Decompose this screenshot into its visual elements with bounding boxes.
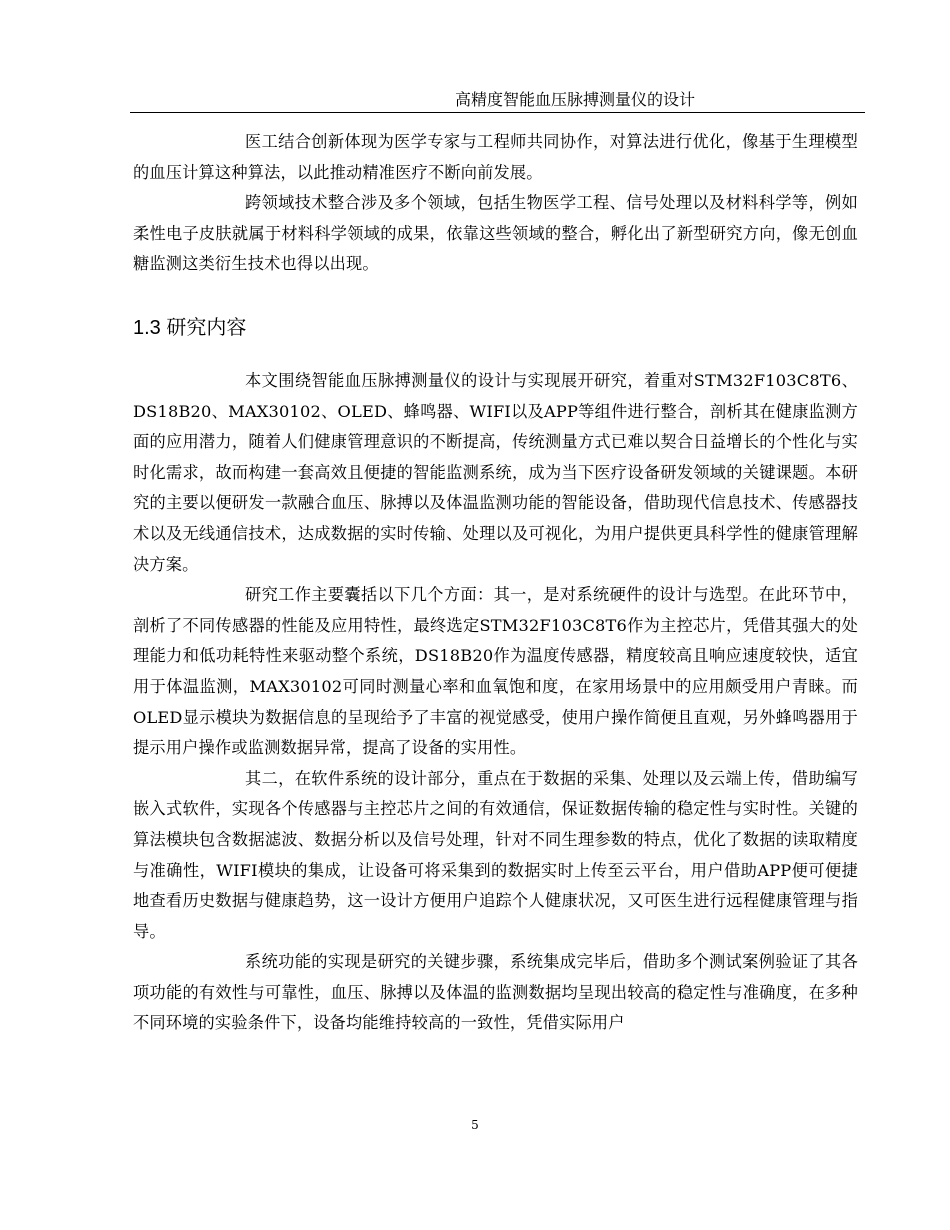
paragraph: 本文围绕智能血压脉搏测量仪的设计与实现展开研究，着重对STM32F103C8T6、DS18B20、MAX30102、OLED、蜂鸣器、WIFI以及APP等组件进行整合，剖析其在健康监测方面的应用潜力，随着人们健康管理意识的不断提高，传统测量方式已难以契合日益增长的个性化与实时化需求，故而构建一套高效且便捷的智能监测系统，成为当下医疗设备研发领域的关键课题。本研究的主要以便研发一款融合血压、脉搏以及体温监测功能的智能设备，借助现代信息技术、传感器技术以及无线通信技术，达成数据的实时传输、处理以及可视化，为用户提供更具科学性的健康管理解决方案。 — [133, 371, 858, 574]
paragraph: 跨领域技术整合涉及多个领域，包括生物医学工程、信号处理以及材料科学等，例如柔性电子皮肤就属于材料科学领域的成果，依靠这些领域的整合，孵化出了新型研究方向，像无创血糖监测这类衍生技术也得以出现。 — [133, 193, 858, 274]
paragraph: 系统功能的实现是研究的关键步骤，系统集成完毕后，借助多个测试案例验证了其各项功能的有效性与可靠性，血压、脉搏以及体温的监测数据均呈现出较高的稳定性与准确度，在多种不同环境的实验条件下，设备均能维持较高的一致性，凭借实际用户 — [133, 952, 858, 1033]
page-number: 5 — [471, 1118, 479, 1132]
paragraph: 医工结合创新体现为医学专家与工程师共同协作，对算法进行优化，像基于生理模型的血压计算这种算法，以此推动精准医疗不断向前发展。 — [133, 132, 858, 182]
section-heading: 1.3 研究内容 — [133, 317, 247, 339]
section-text-block — [133, 366, 858, 1039]
paragraph: 研究工作主要囊括以下几个方面：其一，是对系统硬件的设计与选型。在此环节中，剖析了不同传感器的性能及应用特性，最终选定STM32F103C8T6作为主控芯片，凭借其强大的处理能力和低功耗特性来驱动整个系统，DS18B20作为温度传感器，精度较高且响应速度较快，适宜用于体温监测，MAX30102可同时测量心率和血氧饱和度，在家用场景中的应用颇受用户青睐。而OLED显示模块为数据信息的呈现给予了丰富的视觉感受，使用户操作简便且直观，另外蜂鸣器用于提示用户操作或监测数据异常，提高了设备的实用性。 — [133, 585, 858, 758]
intro-text-block — [133, 127, 858, 280]
running-header-title: 高精度智能血压脉搏测量仪的设计 — [454, 90, 695, 109]
running-header — [130, 88, 865, 113]
paragraph: 其二，在软件系统的设计部分，重点在于数据的采集、处理以及云端上传，借助编写嵌入式软件，实现各个传感器与主控芯片之间的有效通信，保证数据传输的稳定性与实时性。关键的算法模块包含数据滤波、数据分析以及信号处理，针对不同生理参数的特点，优化了数据的读取精度与准确性，WIFI模块的集成，让设备可将采集到的数据实时上传至云平台，用户借助APP便可便捷地查看历史数据与健康趋势，这一设计方便用户追踪个人健康状况，又可医生进行远程健康管理与指导。 — [133, 768, 858, 941]
